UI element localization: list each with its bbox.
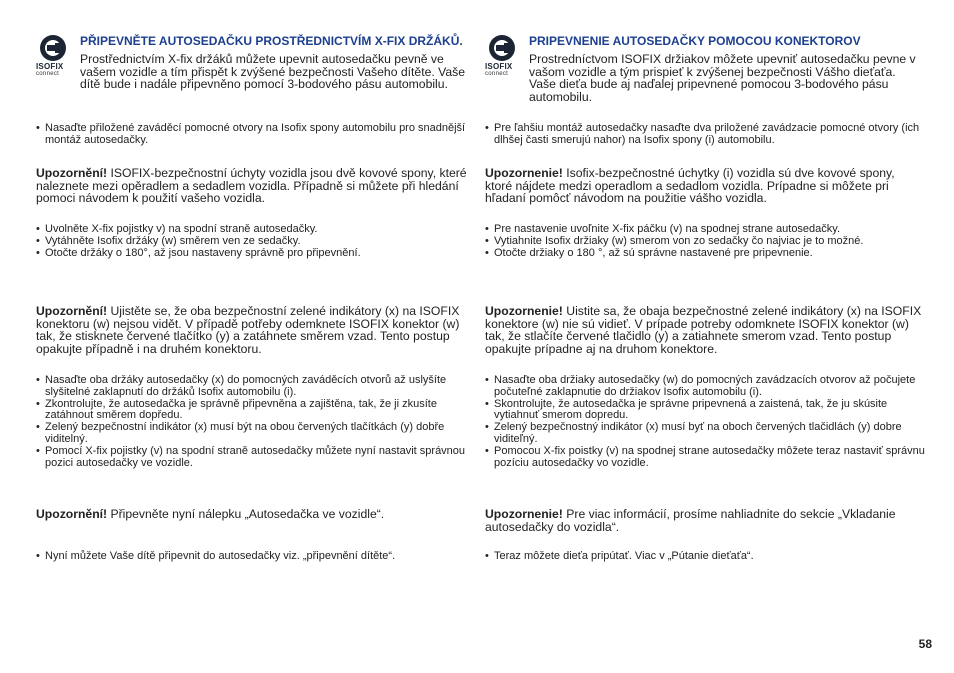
bullet-list-4: [36, 551, 476, 563]
warning-note-1: [36, 167, 476, 205]
warning-label: Upozornenie!: [485, 166, 563, 180]
list-item: • Uvolněte X-fix pojistky v) na spodní straně autosedačky.: [36, 224, 476, 236]
bullet-list-1: [485, 123, 925, 147]
bullet-list-1: [36, 123, 476, 147]
isofix-connect-icon: [38, 34, 68, 62]
intro-paragraph: Prostřednictvím X-fix držáků můžete upevnit autosedačku pevně ve vašem vozidle a tím přispět k zvýšené bezpečnosti Vašeho dítěte. Vaše dítě bude i nadále připevněno pomocí 3-bodového pásu automobilu.: [80, 52, 466, 91]
warning-label: Upozornění!: [36, 166, 108, 180]
warning-label: Upozornenie!: [485, 507, 563, 521]
warning-note-3: [36, 508, 476, 521]
list-item: • Skontrolujte, že autosedačka je správne pripevnená a zaistená, tak, že ju skúsite vytiahnuť smerom dopredu.: [485, 399, 925, 423]
list-item: • Vytiahnite Isofix držiaky (w) smerom von zo sedačky čo najviac je to možné.: [485, 236, 925, 248]
warning-text: Připevněte nyní nálepku „Autosedačka ve vozidle“.: [107, 507, 385, 521]
left-column-czech: [36, 0, 476, 673]
list-item: • Zelený bezpečnostný indikátor (x) musí byť na oboch červených tlačidlách (y) dobre viditeľný.: [485, 422, 925, 446]
intro-paragraph: Prostredníctvom ISOFIX držiakov môžete upevniť autosedačku pevne v vašom vozidle a tým prispieť k zvýšenej bezpečnosti Vášho dieťaťa. Vaše dieťa bude aj naďalej pripevnené pomocou 3-bodového pásu automobilu.: [529, 52, 916, 104]
list-item: • Nasaďte oba držáky autosedačky (x) do pomocných zaváděcích otvorů až uslyšíte slyšitelné zaklapnutí do držáků Isofix automobilu (i).: [36, 375, 476, 399]
warning-label: Upozornění!: [36, 507, 108, 521]
warning-note-1: [485, 167, 925, 205]
bullet-list-3: [485, 375, 925, 469]
list-item: • Zkontrolujte, že autosedačka je správně připevněna a zajištěna, tak, že ji zkusíte zatáhnout směrem dopředu.: [36, 399, 476, 423]
warning-text: ISOFIX-bezpečnostní úchyty vozidla jsou dvě kovové spony, které naleznete mezi opěradlem a sedadlem vozidla. Případně si můžete při hledání pomoci návodem k použití vašeho vozidla.: [36, 166, 467, 205]
list-item: • Pre nastavenie uvoľnite X-fix páčku (v) na spodnej strane autosedačky.: [485, 224, 925, 236]
warning-text: Isofix-bezpečnostné úchytky (i) vozidla sú dve kovové spony, ktoré nájdete medzi operadlom a sedadlom vozidla. Prípadne si môžete pri hľadaní pomôcť návodom na použitie vášho vozidla.: [485, 166, 895, 205]
isofix-logo: [36, 34, 70, 77]
list-item: • Pre ľahšiu montáž autosedačky nasaďte dva priložené zavádzacie pomocné otvory (ich dlhšej časti smerujú nahor) na Isofix spony (i) automobilu.: [485, 123, 925, 147]
list-item: • Zelený bezpečnostní indikátor (x) musí být na obou červených tlačítkách (y) dobře viditelný.: [36, 422, 476, 446]
warning-label: Upozornění!: [36, 304, 108, 318]
right-column-slovak: [485, 0, 925, 673]
bullet-list-4: [485, 551, 925, 563]
list-item: • Pomocí X-fix pojistky (v) na spodní straně autosedačky můžete nyní nastavit správnou pozici autosedačky ve vozidle.: [36, 446, 476, 470]
warning-text: Uistite sa, že obaja bezpečnostné zelené indikátory (x) na ISOFIX konektore (w) nie sú vidieť. V prípade potreby odomknete ISOFIX konektor (w) tak, že stlačíte červené tlačidlo (y) a zatiahnete smerom vzad. Tento postup opakujte prípadne aj na druhom konektore.: [485, 304, 922, 356]
isofix-logo: [485, 34, 519, 77]
warning-note-3: [485, 508, 925, 533]
list-item: • Pomocou X-fix poistky (v) na spodnej strane autosedačky môžete teraz nastaviť správnu pozíciu autosedačky vo vozidle.: [485, 446, 925, 470]
warning-note-2: [36, 305, 476, 355]
logo-sublabel: connect: [485, 71, 509, 77]
list-item: • Nasaďte oba držiaky autosedačky (w) do pomocných zavádzacích otvorov až počujete počuteľné zaklapnutie do držiakov Isofix automobilu (i).: [485, 375, 925, 399]
warning-label: Upozornenie!: [485, 304, 563, 318]
bullet-list-3: [36, 375, 476, 469]
logo-sublabel: connect: [36, 71, 60, 77]
logo-label: ISOFIX: [485, 62, 513, 71]
isofix-connect-icon: [487, 34, 517, 62]
bullet-list-2: [485, 224, 925, 259]
page-number: 58: [918, 637, 932, 651]
bullet-list-2: [36, 224, 476, 259]
list-item: • Nasaďte přiložené zaváděcí pomocné otvory na Isofix spony automobilu pro snadnější montáž autosedačky.: [36, 123, 476, 147]
section-title: PRIPEVNENIE AUTOSEDAČKY POMOCOU KONEKTOROV: [529, 34, 861, 48]
warning-note-2: [485, 305, 925, 355]
list-item: • Otočte držiaky o 180 °, až sú správne nastavené pre pripevnenie.: [485, 248, 925, 260]
list-item: • Vytáhněte Isofix držáky (w) směrem ven ze sedačky.: [36, 236, 476, 248]
warning-text: Pre viac informácií, prosíme nahliadnite do sekcie „Vkladanie autosedačky do vozidla“.: [485, 507, 896, 534]
list-item: • Teraz môžete dieťa pripútať. Viac v „Pútanie dieťaťa“.: [485, 551, 925, 563]
list-item: • Nyní můžete Vaše dítě připevnit do autosedačky viz. „připevnění dítěte“.: [36, 551, 476, 563]
logo-label: ISOFIX: [36, 62, 64, 71]
section-title: PŘIPEVNĚTE AUTOSEDAČKU PROSTŘEDNICTVÍM X-FIX DRŽÁKŮ.: [80, 34, 463, 48]
warning-text: Ujistěte se, že oba bezpečnostní zelené indikátory (x) na ISOFIX konektoru (w) nejsou vidět. V případě potřeby odemknete ISOFIX konektor (w) tak, že stisknete červené tlačítko (y) a zatáhnete směrem vzad. Tento postup opakujte případně i na druhém konektoru.: [36, 304, 460, 356]
list-item: • Otočte držáky o 180°, až jsou nastaveny správně pro připevnění.: [36, 248, 476, 260]
